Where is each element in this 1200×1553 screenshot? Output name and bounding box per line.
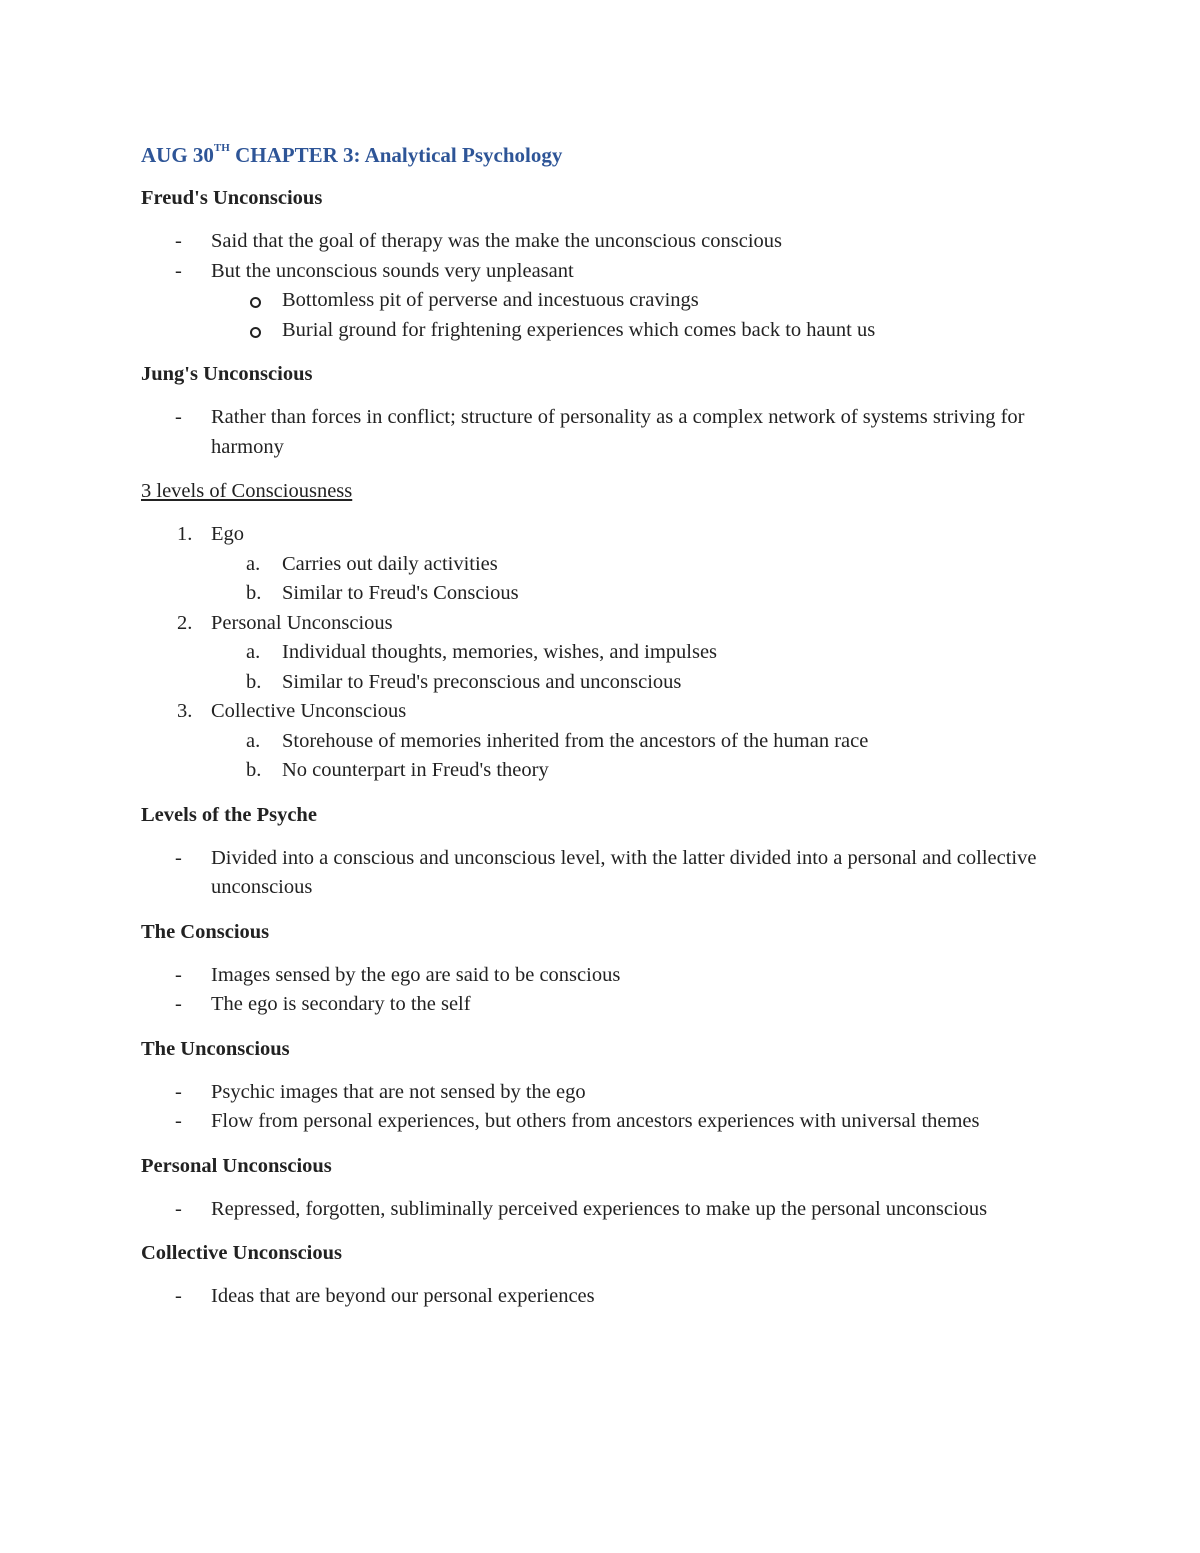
psyche-list <box>141 844 1050 903</box>
dash-marker: - <box>175 993 182 1015</box>
number-marker: 3. <box>177 700 193 722</box>
circle-bullet-icon <box>250 327 261 338</box>
circle-bullet-icon <box>250 297 261 308</box>
list-item-text: Psychic images that are not sensed by the ego <box>211 1080 586 1103</box>
collective-unconscious-sublist <box>211 727 1050 786</box>
heading-collective-unconscious: Collective Unconscious <box>141 1242 342 1264</box>
numbered-item <box>141 697 1050 786</box>
dash-marker: - <box>175 230 182 252</box>
dash-marker: - <box>175 1285 182 1307</box>
list-item <box>141 1282 1050 1312</box>
list-item-text: Flow from personal experiences, but others from ancestors experiences with universal themes <box>211 1110 980 1132</box>
list-item <box>141 990 1050 1020</box>
personal-list <box>141 1195 1050 1225</box>
list-item-text: Rather than forces in conflict; structure of personality as a complex network of systems striving for harmony <box>211 406 1025 458</box>
lettered-item-text: Similar to Freud's Conscious <box>282 582 519 604</box>
lettered-item-text: No counterpart in Freud's theory <box>282 759 549 781</box>
heading-personal-unconscious: Personal Unconscious <box>141 1154 332 1177</box>
freud-sublist <box>211 286 1050 345</box>
list-item <box>141 1107 1050 1137</box>
document-title <box>141 140 1050 170</box>
dash-marker: - <box>175 846 182 869</box>
heading-levels-consciousness: 3 levels of Consciousness <box>141 480 353 502</box>
numbered-item-text: Personal Unconscious <box>211 611 393 634</box>
collective-list <box>141 1282 1050 1312</box>
jung-list <box>141 403 1050 462</box>
lettered-item <box>211 668 1050 698</box>
list-item <box>141 844 1050 903</box>
sub-list-item-text: Burial ground for frightening experiences which comes back to haunt us <box>282 318 876 341</box>
levels-list <box>141 520 1050 786</box>
lettered-item <box>211 727 1050 757</box>
sub-list-item <box>211 286 1050 316</box>
list-item <box>141 403 1050 462</box>
letter-marker: b. <box>246 582 262 604</box>
dash-marker: - <box>175 1080 182 1103</box>
list-item-text: Images sensed by the ego are said to be conscious <box>211 963 621 986</box>
list-item <box>141 1195 1050 1225</box>
numbered-item <box>141 520 1050 609</box>
sub-list-item-text: Bottomless pit of perverse and incestuous cravings <box>282 289 699 311</box>
lettered-item-text: Individual thoughts, memories, wishes, and impulses <box>282 641 718 663</box>
dash-marker: - <box>175 1110 182 1132</box>
numbered-item-text: Collective Unconscious <box>211 700 407 722</box>
dash-marker: - <box>175 406 182 428</box>
numbered-item-text: Ego <box>211 523 245 545</box>
numbered-item <box>141 609 1050 698</box>
title-prefix: AUG 30 <box>141 143 214 167</box>
letter-marker: a. <box>246 641 261 663</box>
dash-marker: - <box>175 963 182 986</box>
list-item-text: But the unconscious sounds very unpleasant <box>211 259 574 282</box>
letter-marker: a. <box>246 729 261 752</box>
sub-list-item <box>211 316 1050 346</box>
personal-unconscious-sublist <box>211 638 1050 697</box>
conscious-list <box>141 961 1050 1020</box>
list-item-text: Divided into a conscious and unconscious level, with the latter divided into a personal and collective unconscious <box>211 846 1037 898</box>
number-marker: 1. <box>177 523 193 545</box>
title-superscript: TH <box>213 142 230 154</box>
dash-marker: - <box>175 1197 182 1220</box>
unconscious-list <box>141 1078 1050 1137</box>
list-item-text: Ideas that are beyond our personal experiences <box>211 1285 595 1307</box>
heading-the-unconscious: The Unconscious <box>141 1037 290 1060</box>
heading-the-conscious: The Conscious <box>141 920 270 943</box>
lettered-item <box>211 638 1050 668</box>
lettered-item-text: Carries out daily activities <box>282 552 498 575</box>
heading-freud-unconscious: Freud's Unconscious <box>141 187 323 209</box>
title-rest: CHAPTER 3: Analytical Psychology <box>229 143 563 167</box>
letter-marker: b. <box>246 670 262 693</box>
heading-jung-unconscious: Jung's Unconscious <box>141 363 313 385</box>
heading-levels-psyche: Levels of the Psyche <box>141 803 317 826</box>
lettered-item <box>211 550 1050 580</box>
lettered-item-text: Similar to Freud's preconscious and unconscious <box>282 670 682 693</box>
dash-marker: - <box>175 259 182 282</box>
list-item <box>141 961 1050 991</box>
lettered-item <box>211 579 1050 609</box>
number-marker: 2. <box>177 611 193 634</box>
list-item <box>141 257 1050 346</box>
list-item-text: Said that the goal of therapy was the make the unconscious conscious <box>211 230 783 252</box>
ego-sublist <box>211 550 1050 609</box>
lettered-item-text: Storehouse of memories inherited from the ancestors of the human race <box>282 729 869 752</box>
list-item <box>141 227 1050 257</box>
list-item-text: The ego is secondary to the self <box>211 993 471 1015</box>
lettered-item <box>211 756 1050 786</box>
letter-marker: b. <box>246 759 262 781</box>
letter-marker: a. <box>246 552 261 575</box>
list-item-text: Repressed, forgotten, subliminally perceived experiences to make up the personal unconscious <box>211 1197 988 1220</box>
list-item <box>141 1078 1050 1108</box>
freud-list <box>141 227 1050 345</box>
